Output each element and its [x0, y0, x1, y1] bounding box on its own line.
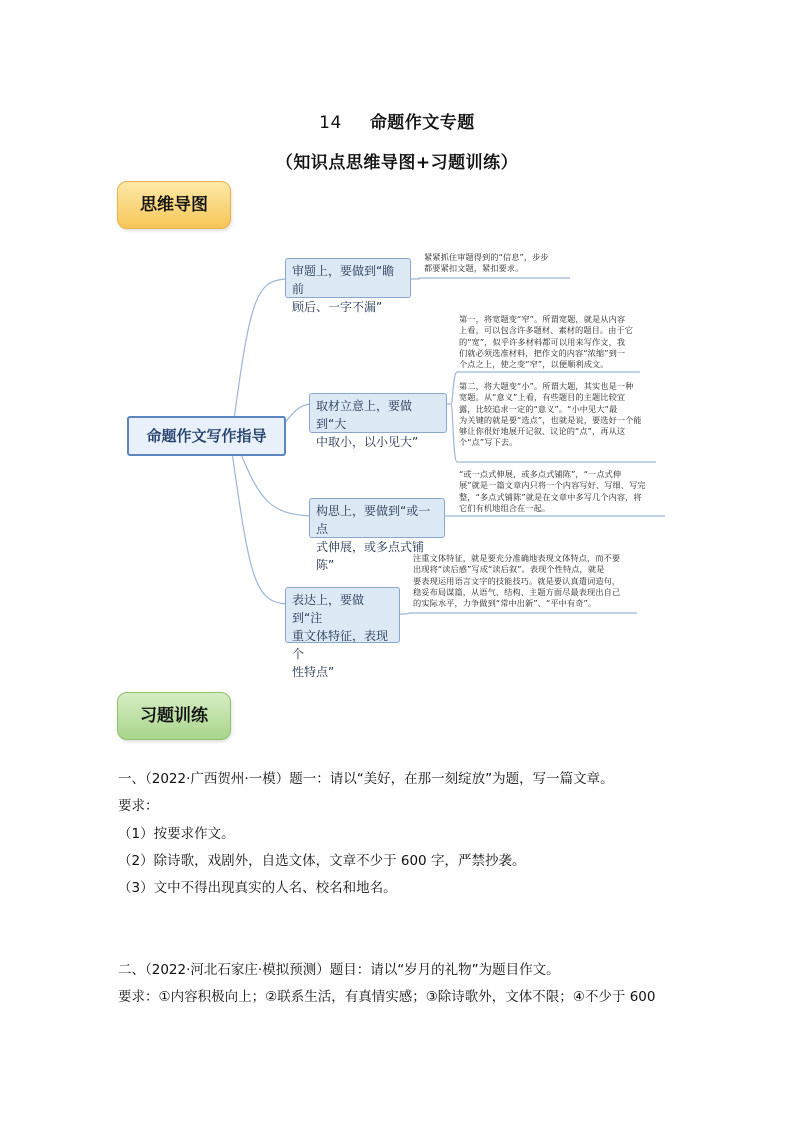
- note-line: 个点之上，使之变“窄”，以便顺利成文。: [459, 359, 609, 370]
- note-line: 要表现运用语言文字的技能技巧。就是要认真遣词造句，: [413, 575, 621, 586]
- connector-root-branch4: [232, 452, 287, 604]
- connector-branch1-note: [411, 278, 570, 279]
- exercise-1-item: （1）按要求作文。: [118, 826, 235, 842]
- note-line: 紧紧抓住审题得到的“信息”，步步: [424, 252, 549, 262]
- note-line: 们就必须选准材料，把作文的内容“浓缩”到一: [459, 347, 626, 358]
- exercise-1-heading: 一、（2022·广西贺州·一模）题一：请以“美好，在那一刻绽放”为题，写一篇文章。: [118, 771, 614, 787]
- connector-root-branch2: [283, 404, 311, 425]
- mindmap-branch-expression: [285, 587, 400, 679]
- note-line: 的实际水平，力争做到“常中出新”、“平中有奇”。: [413, 598, 597, 609]
- note-line: 稳妥布局谋篇，从语气、结构、主题方面尽最表现出自己: [413, 586, 621, 597]
- mindmap-note-conception: [459, 469, 669, 514]
- note-line: 注重文体特征，就是要充分准确地表现文体特点，而不要: [413, 553, 621, 563]
- exercise-1-requirement-label: 要求：: [118, 798, 159, 814]
- branch-label-line: 式伸展，或多点式铺陈”: [316, 540, 425, 572]
- document-subtitle: （知识点思维导图+习题训练）: [275, 153, 519, 173]
- note-line: 的“宽”，似乎许多材料都可以用来写作文，我: [459, 336, 626, 347]
- note-line: 露，比较追求一定的“意义”。“小中见大”最: [459, 403, 618, 414]
- connector-root-branch3: [240, 452, 311, 516]
- note-line: 上看，可以包含许多题材、素材的题目。由于它: [459, 325, 634, 336]
- mindmap-section-badge: 思维导图: [117, 181, 231, 229]
- branch-label-line: 取材立意上，要做到“大: [316, 399, 413, 431]
- exercise-section-badge: 习题训练: [117, 692, 231, 740]
- mindmap-note-expression: [413, 553, 643, 609]
- mindmap-branch-material: [309, 393, 447, 449]
- mindmap-note-audit: [424, 252, 584, 275]
- note-line: 出现将“读后感”写成“读后叙”。表现个性特点，就是: [413, 564, 605, 575]
- title-number: 14: [319, 113, 342, 133]
- note-line: 个“点”写下去。: [459, 437, 518, 448]
- exercise-1-item: （3）文中不得出现真实的人名、校名和地名。: [118, 880, 397, 896]
- mindmap-note-material-2: [459, 381, 659, 449]
- connector-branch4-note: [400, 613, 637, 614]
- mindmap-branch-audit: [285, 258, 411, 314]
- note-line: 够让你很好地展开记叙、议论的“点”，再从这: [459, 426, 626, 437]
- branch-label-line: 中取小，以小见大”: [316, 435, 419, 449]
- connector-root-branch1: [232, 279, 287, 434]
- note-line: 展”就是一篇文章内只将一个内容写好、写细、写完: [459, 480, 646, 491]
- note-line: 为关键的就是要“选点”，也就是说，要选好一个能: [459, 414, 642, 425]
- branch-label-line: 构思上，要做到“或一点: [316, 504, 431, 536]
- note-line: 宽题。从“意义”上看，有些题目的主题比较宜: [459, 392, 626, 403]
- branch-label-line: 审题上，要做到“瞻前: [292, 264, 395, 296]
- branch-label-line: 表达上，要做到“注: [292, 593, 365, 625]
- branch-label-line: 重文体特征，表现个: [292, 629, 389, 661]
- exercise-1-item: （2）除诗歌，戏剧外，自选文体，文章不少于 600 字，严禁抄袭。: [118, 853, 526, 869]
- note-line: 第二，将大题变“小”。所谓大题，其实也是一种: [459, 381, 634, 391]
- exercise-2-requirements: 要求：①内容积极向上；②联系生活，有真情实感；③除诗歌外，文体不限；④不少于 600: [118, 989, 656, 1005]
- note-line: 它们有机地组合在一起。: [459, 502, 551, 513]
- title-text: 命题作文专题: [369, 113, 475, 133]
- note-line: “或一点式伸展，或多点式铺陈”，“一点式伸: [459, 469, 622, 479]
- mindmap-root-node: 命题作文写作指导: [127, 416, 286, 456]
- mindmap-note-material-1: [459, 314, 659, 370]
- note-line: 整，“多点式铺陈”就是在文章中多写几个内容，将: [459, 491, 642, 502]
- note-line: 第一，将宽题变“窄”。所谓宽题，就是从内容: [459, 314, 626, 324]
- exercise-2-heading: 二、（2022·河北石家庄·模拟预测）题目：请以“岁月的礼物”为题目作文。: [118, 962, 560, 978]
- branch-label-line: 顾后、一字不漏”: [292, 300, 383, 314]
- branch-label-line: 性特点”: [292, 665, 335, 679]
- mindmap-branch-conception: [309, 498, 445, 572]
- note-line: 都要紧扣文题，紧扣要求。: [424, 263, 524, 274]
